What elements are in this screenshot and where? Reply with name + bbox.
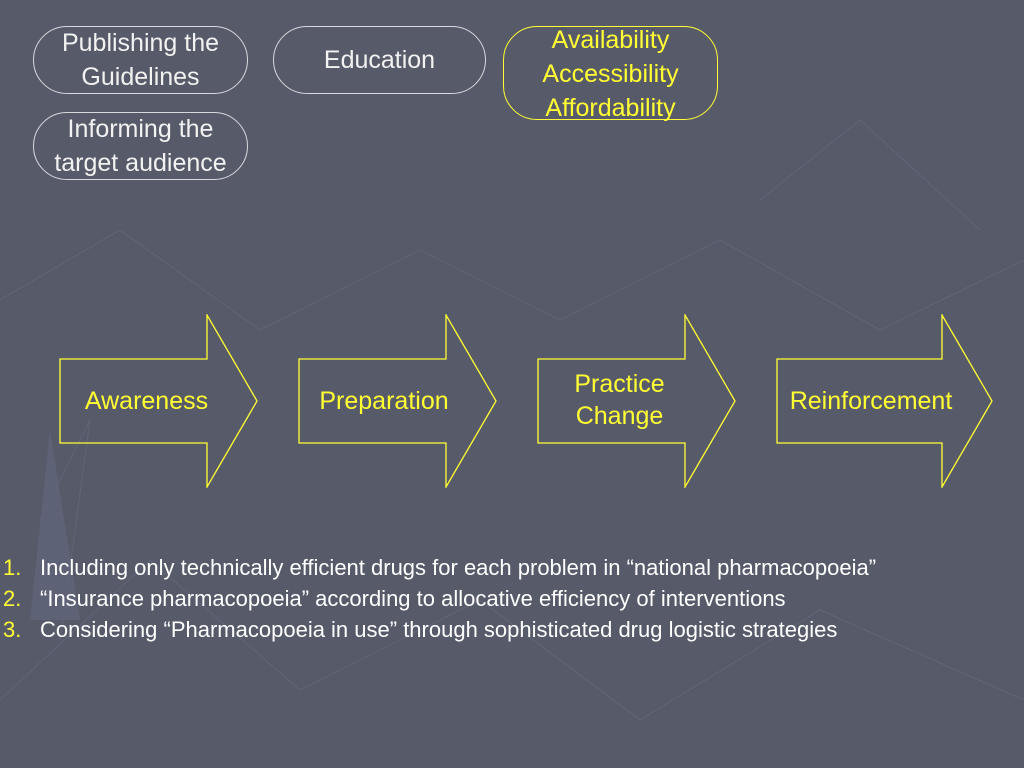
arrow-awareness (59, 314, 259, 488)
list-number: 2. (3, 586, 22, 611)
pill-publishing-guidelines: Publishing the Guidelines (33, 26, 248, 94)
list-text: Considering “Pharmacopoeia in use” through sophisticated drug logistic strategies (40, 617, 838, 642)
arrow-practice-change (537, 314, 737, 488)
arrow-label: Practice Change (574, 370, 665, 430)
pill-availability: Availability Accessibility Affordability (503, 26, 718, 120)
pill-informing-audience: Informing the target audience (33, 112, 248, 180)
list-number: 3. (3, 617, 22, 642)
arrow-reinforcement (776, 314, 994, 488)
list-text: “Insurance pharmacopoeia” according to allocative efficiency of interventions (40, 586, 786, 611)
list-number: 1. (3, 555, 22, 580)
arrow-label: Preparation (319, 387, 449, 415)
arrow-preparation (298, 314, 498, 488)
arrow-label: Awareness (84, 387, 209, 415)
pill-education: Education (273, 26, 486, 94)
list-text: Including only technically efficient drugs for each problem in “national pharmacopoeia” (40, 555, 877, 580)
arrow-label: Reinforcement (789, 387, 953, 415)
